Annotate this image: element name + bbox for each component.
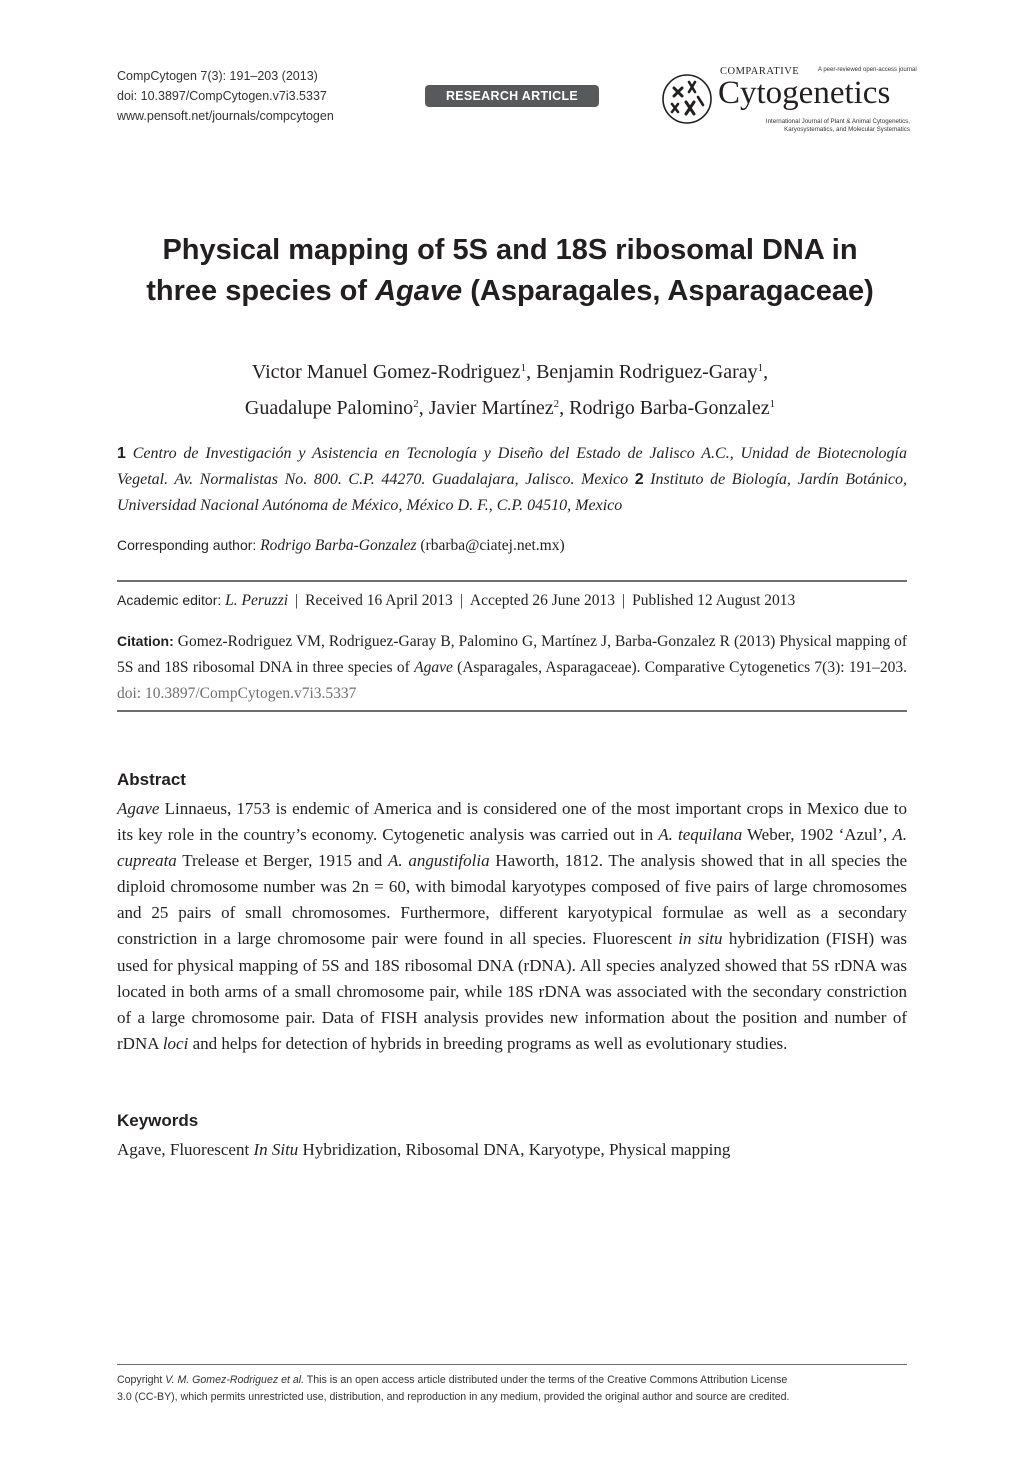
abstract-text: Haworth, 1812. The analysis showed that in all species the diploid chromosome number was 2n = 60, with bimodal karyotypes composed of five pairs of large chromosomes and 25 pairs of small chromosomes. Furthermore, different karyotypical formulae as well as a secondary constriction in a large chromosome pair were found in all species. Fluorescent: [117, 851, 907, 949]
keywords-text: Hybridization, Ribosomal DNA, Karyotype, Physical mapping: [298, 1140, 731, 1159]
title-part: (Asparagales, Asparagaceae): [462, 275, 874, 307]
abstract-body: [117, 796, 907, 1057]
author-affiliation-mark: 2: [413, 398, 419, 410]
abstract-italic: Agave: [117, 799, 160, 818]
abstract-italic: loci: [162, 1033, 189, 1053]
footer-divider: [117, 1364, 907, 1365]
citation-text: Gomez-Rodriguez VM, Rodriguez-Garay B, Palomino G, Martínez J, Barba-Gonzalez R (2013) Physical mapping of 5S and 18S ribosomal DNA in three species of: [117, 633, 907, 676]
author-name[interactable]: Benjamin Rodriguez-Garay: [536, 361, 758, 383]
title-line-1: Physical mapping of 5S and 18S ribosomal DNA in: [162, 234, 858, 266]
keywords-list: [117, 1137, 907, 1163]
keywords-text: Agave, Fluorescent: [117, 1140, 254, 1159]
affiliation-text: Centro de Investigación y Asistencia en Tecnología y Diseño del Estado de Jalisco A.C., Unidad de Biotecnología Vegetal. Av. Normalistas No. 800. C.P. 44270. Guadalajara, Jalisco. Mexico: [117, 445, 908, 488]
published-date: Published 12 August 2013: [632, 592, 796, 609]
corresponding-author: Corresponding author: Rodrigo Barba-Gonzalez (rbarba@ciatej.net.mx): [117, 537, 565, 554]
footer-line-2: 3.0 (CC-BY), which permits unrestricted use, distribution, and reproduction in any medium, provided the original author and source are credited.: [117, 1391, 790, 1403]
abstract-text: Weber, 1902 ‘Azul’,: [742, 825, 893, 845]
divider: [117, 710, 907, 712]
received-date: Received 16 April 2013: [305, 592, 453, 609]
journal-logo: [660, 66, 917, 136]
accepted-date: Accepted 26 June 2013: [469, 592, 615, 609]
title-part: three species of: [146, 275, 376, 307]
author-separator: ,: [526, 361, 537, 383]
journal-header: [117, 66, 334, 126]
author-affiliation-mark: 2: [553, 398, 560, 410]
logo-pretitle: COMPARATIVE: [720, 66, 800, 77]
editorial-dates: Academic editor: L. Peruzzi | Received 16 April 2013 | Accepted 26 June 2013 | Published 12 August 2013: [117, 592, 796, 609]
logo-subtitle-1: International Journal of Plant & Animal Cytogenetics,: [765, 118, 910, 125]
citation-genus: Agave: [414, 659, 453, 676]
title-genus: Agave: [375, 275, 463, 307]
affiliation-text: Instituto de Biología, Jardín Botánico, Universidad Nacional Autónoma de México, México D. F., C.P. 04510, Mexico: [117, 471, 908, 514]
corresponding-label: Corresponding author: [117, 537, 253, 553]
footer-line-1: [117, 1372, 907, 1389]
copyright-footer: [117, 1372, 907, 1406]
author-name[interactable]: Guadalupe Palomino: [244, 397, 414, 419]
divider: [117, 580, 907, 582]
logo-tagline: A peer-reviewed open-access journal: [818, 67, 917, 73]
abstract-text: and helps for detection of hybrids in breeding programs as well as evolutionary studies.: [188, 1033, 788, 1053]
author-list: [100, 352, 920, 424]
author-separator: ,: [763, 361, 769, 383]
author-separator: ,: [559, 397, 570, 419]
corresponding-email[interactable]: rbarba@ciatej.net.mx: [425, 537, 560, 554]
footer-text: This is an open access article distributed under the terms of the Creative Commons Attribution License: [304, 1374, 788, 1386]
author-affiliation-mark: 1: [520, 362, 527, 374]
citation-label: Citation:: [117, 633, 174, 649]
keywords-italic: In Situ: [253, 1140, 299, 1159]
author-name[interactable]: Victor Manuel Gomez-Rodriguez: [251, 361, 521, 383]
corresponding-name: Rodrigo Barba-Gonzalez: [260, 537, 417, 554]
citation-doi-link[interactable]: doi: 10.3897/CompCytogen.v7i3.5337: [117, 685, 357, 702]
affiliations: [117, 441, 907, 519]
journal-url[interactable]: www.pensoft.net/journals/compcytogen: [117, 109, 334, 123]
footer-authors: V. M. Gomez-Rodriguez et al.: [165, 1374, 305, 1386]
abstract-text: Trelease et Berger, 1915 and: [176, 851, 389, 871]
chromosome-circle-icon: [660, 70, 716, 128]
editor-label: Academic editor: [117, 592, 218, 608]
author-line-1: [100, 352, 920, 388]
abstract-italic: A. cupreata: [117, 825, 907, 871]
author-affiliation-mark: 1: [757, 362, 764, 374]
affiliation-number: 2: [634, 471, 644, 488]
author-name[interactable]: Javier Martínez: [428, 397, 554, 419]
abstract-italic: A. angustifolia: [388, 851, 490, 871]
title-line-2: [100, 271, 920, 312]
keywords-heading: Keywords: [117, 1111, 199, 1130]
footer-text: Copyright: [117, 1374, 166, 1386]
article-type-badge: RESEARCH ARTICLE: [425, 85, 599, 107]
journal-doi[interactable]: doi: 10.3897/CompCytogen.v7i3.5337: [117, 89, 327, 103]
abstract-text: Linnaeus, 1753 is endemic of America and is considered one of the most important crops in Mexico due to its key role in the country’s economy. Cytogenetic analysis was carried out in: [117, 799, 907, 845]
logo-subtitle-2: Karyosystematics, and Molecular Systematics: [784, 126, 910, 133]
editor-name: L. Peruzzi: [225, 592, 289, 609]
author-line-2: [100, 388, 920, 424]
citation-text: (Asparagales, Asparagaceae). Comparative Cytogenetics 7(3): 191–203.: [452, 659, 907, 676]
abstract-heading: Abstract: [117, 770, 186, 789]
abstract-italic: in situ: [678, 929, 723, 949]
logo-title: Cytogenetics: [718, 75, 891, 111]
journal-reference: CompCytogen 7(3): 191–203 (2013): [117, 69, 318, 83]
author-name[interactable]: Rodrigo Barba-Gonzalez: [569, 397, 770, 419]
author-separator: ,: [418, 397, 429, 419]
affiliation-number: 1: [117, 445, 126, 462]
article-title: [100, 230, 920, 312]
abstract-text: hybridization (FISH) was used for physical mapping of 5S and 18S ribosomal DNA (rDNA). All species analyzed showed that 5S rDNA was located in both arms of a small chromosome pair, while 18S rDNA was associated with the secondary constriction of a large chromosome pair. Data of FISH analysis provides new information about the position and number of rDNA: [117, 929, 907, 1053]
citation: [117, 628, 907, 707]
author-affiliation-mark: 1: [769, 398, 776, 410]
abstract-italic: A. tequilana: [658, 825, 743, 845]
